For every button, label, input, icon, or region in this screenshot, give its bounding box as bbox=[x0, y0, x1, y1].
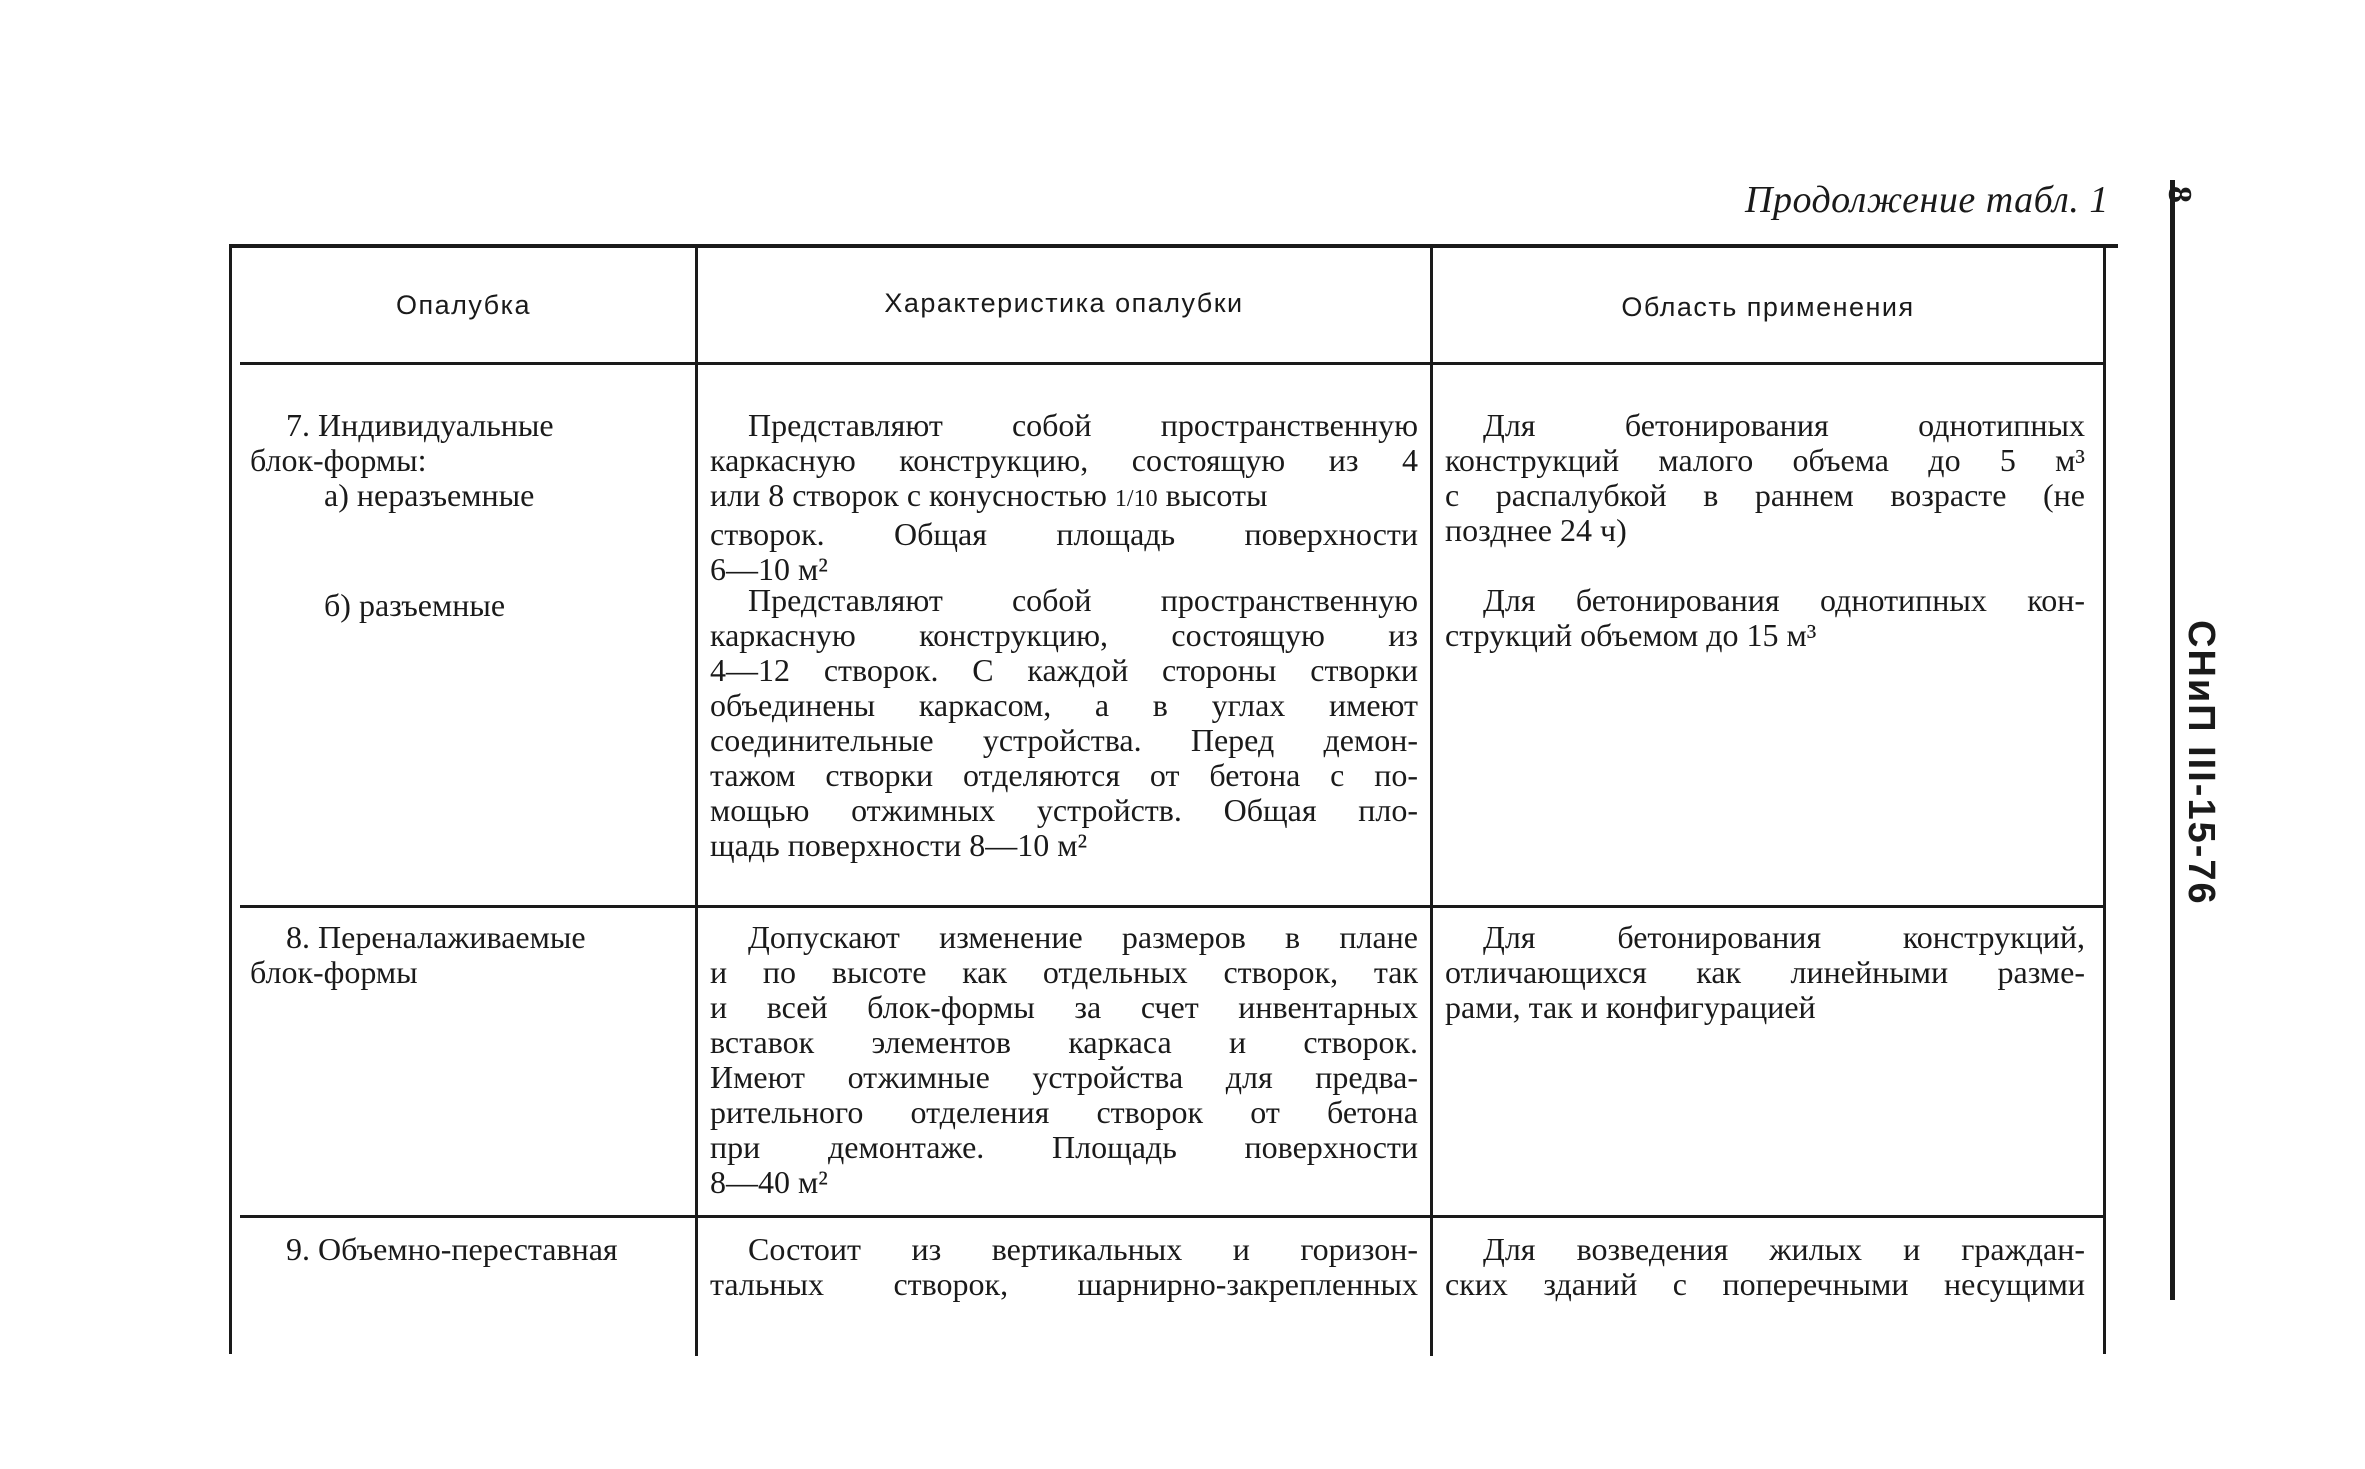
table-left-border bbox=[229, 244, 232, 1354]
text-line: при демонтаже. Площадь поверхности bbox=[710, 1129, 1418, 1165]
row8-application bbox=[1445, 920, 2085, 1025]
col1-divider bbox=[695, 248, 698, 1356]
row8-name-line1: 8. Переналаживаемые bbox=[286, 919, 586, 955]
header-bottom-border bbox=[240, 362, 2104, 365]
row9-formwork bbox=[250, 1232, 695, 1267]
text-line: Допускают изменение размеров в плане bbox=[748, 919, 1418, 955]
row7-sub-a: а) неразъемные bbox=[324, 477, 535, 513]
text-line: рами, так и конфигурацией bbox=[1445, 989, 1816, 1025]
text-line: мощью отжимных устройств. Общая пло- bbox=[710, 792, 1418, 828]
text-line: и по высоте как отдельных створок, так bbox=[710, 954, 1418, 990]
text-line: объединены каркасом, а в углах имеют bbox=[710, 687, 1418, 723]
text-line: Для бетонирования однотипных bbox=[1483, 407, 2085, 443]
text-line: конструкций малого объема до 5 м³ bbox=[1445, 442, 2085, 478]
row8-characteristics bbox=[710, 920, 1418, 1200]
text-fragment: высоты bbox=[1157, 477, 1268, 513]
text-line: тажом створки отделяются от бетона с по- bbox=[710, 757, 1418, 793]
text-line: вставок элементов каркаса и створок. bbox=[710, 1024, 1418, 1060]
fraction-one-tenth: 1/10 bbox=[1114, 486, 1158, 512]
table-continuation-caption: Продолжение табл. 1 bbox=[1745, 179, 2109, 221]
text-fragment: или 8 створок с конусностью bbox=[710, 477, 1115, 513]
text-line: позднее 24 ч) bbox=[1445, 512, 1627, 548]
text-line: Для возведения жилых и граждан- bbox=[1483, 1231, 2085, 1267]
row8-formwork bbox=[250, 920, 690, 990]
row9-application bbox=[1445, 1232, 2085, 1302]
header-characteristics: Характеристика опалубки bbox=[884, 288, 1244, 318]
row7-sub-b: б) разъемные bbox=[324, 587, 506, 623]
table-top-border bbox=[230, 244, 2118, 248]
margin-rule bbox=[2170, 180, 2175, 1300]
text-line: Для бетонирования однотипных кон- bbox=[1483, 582, 2085, 618]
row8-name-line2: блок-формы bbox=[250, 954, 418, 990]
row8-bottom-border bbox=[240, 1215, 2104, 1218]
text-line: рительного отделения створок от бетона bbox=[710, 1094, 1418, 1130]
text-line: 4—12 створок. С каждой стороны створки bbox=[710, 652, 1418, 688]
text-line: с распалубкой в раннем возрасте (не bbox=[1445, 477, 2085, 513]
text-line: каркасную конструкцию, состоящую из bbox=[710, 617, 1418, 653]
text-line: струкций объемом до 15 м³ bbox=[1445, 617, 1817, 653]
page-number: 8 bbox=[2161, 186, 2198, 203]
row7-name-line1: 7. Индивидуальные bbox=[286, 407, 554, 443]
text-line: соединительные устройства. Перед демон- bbox=[710, 722, 1418, 758]
row7-formwork bbox=[250, 408, 690, 513]
row9-characteristics bbox=[710, 1232, 1418, 1302]
row9-name-line1: 9. Объемно-переставная bbox=[286, 1231, 618, 1267]
row7-application-a bbox=[1445, 408, 2085, 548]
document-code: СНиП III-15-76 bbox=[2180, 620, 2222, 906]
text-line: 8—40 м² bbox=[710, 1164, 828, 1200]
text-line: тальных створок, шарнирно-закрепленных bbox=[710, 1266, 1418, 1302]
row7-application-b bbox=[1445, 583, 2085, 653]
text-line: Представляют собой пространственную bbox=[748, 582, 1418, 618]
text-line bbox=[710, 478, 1418, 517]
header-application-area: Область применения bbox=[1621, 292, 1915, 322]
text-line: 6—10 м² bbox=[710, 551, 828, 587]
text-line: отличающихся как линейными разме- bbox=[1445, 954, 2085, 990]
row7-name-line2: блок-формы: bbox=[250, 442, 427, 478]
text-line: створок. Общая площадь поверхности bbox=[710, 516, 1418, 552]
text-line: каркасную конструкцию, состоящую из 4 bbox=[710, 442, 1418, 478]
text-line: Для бетонирования конструкций, bbox=[1483, 919, 2085, 955]
row7-characteristics-a bbox=[710, 408, 1418, 587]
text-line: Представляют собой пространственную bbox=[748, 407, 1418, 443]
table-right-border bbox=[2103, 244, 2106, 1354]
text-line: Состоит из вертикальных и горизон- bbox=[748, 1231, 1418, 1267]
text-line: и всей блок-формы за счет инвентарных bbox=[710, 989, 1418, 1025]
row7-characteristics-b bbox=[710, 583, 1418, 863]
text-line: щадь поверхности 8—10 м² bbox=[710, 827, 1088, 863]
text-line: ских зданий с поперечными несущими bbox=[1445, 1266, 2085, 1302]
col2-divider bbox=[1430, 248, 1433, 1356]
text-line: Имеют отжимные устройства для предва- bbox=[710, 1059, 1418, 1095]
row7-bottom-border bbox=[240, 905, 2104, 908]
header-formwork: Опалубка bbox=[395, 290, 532, 320]
